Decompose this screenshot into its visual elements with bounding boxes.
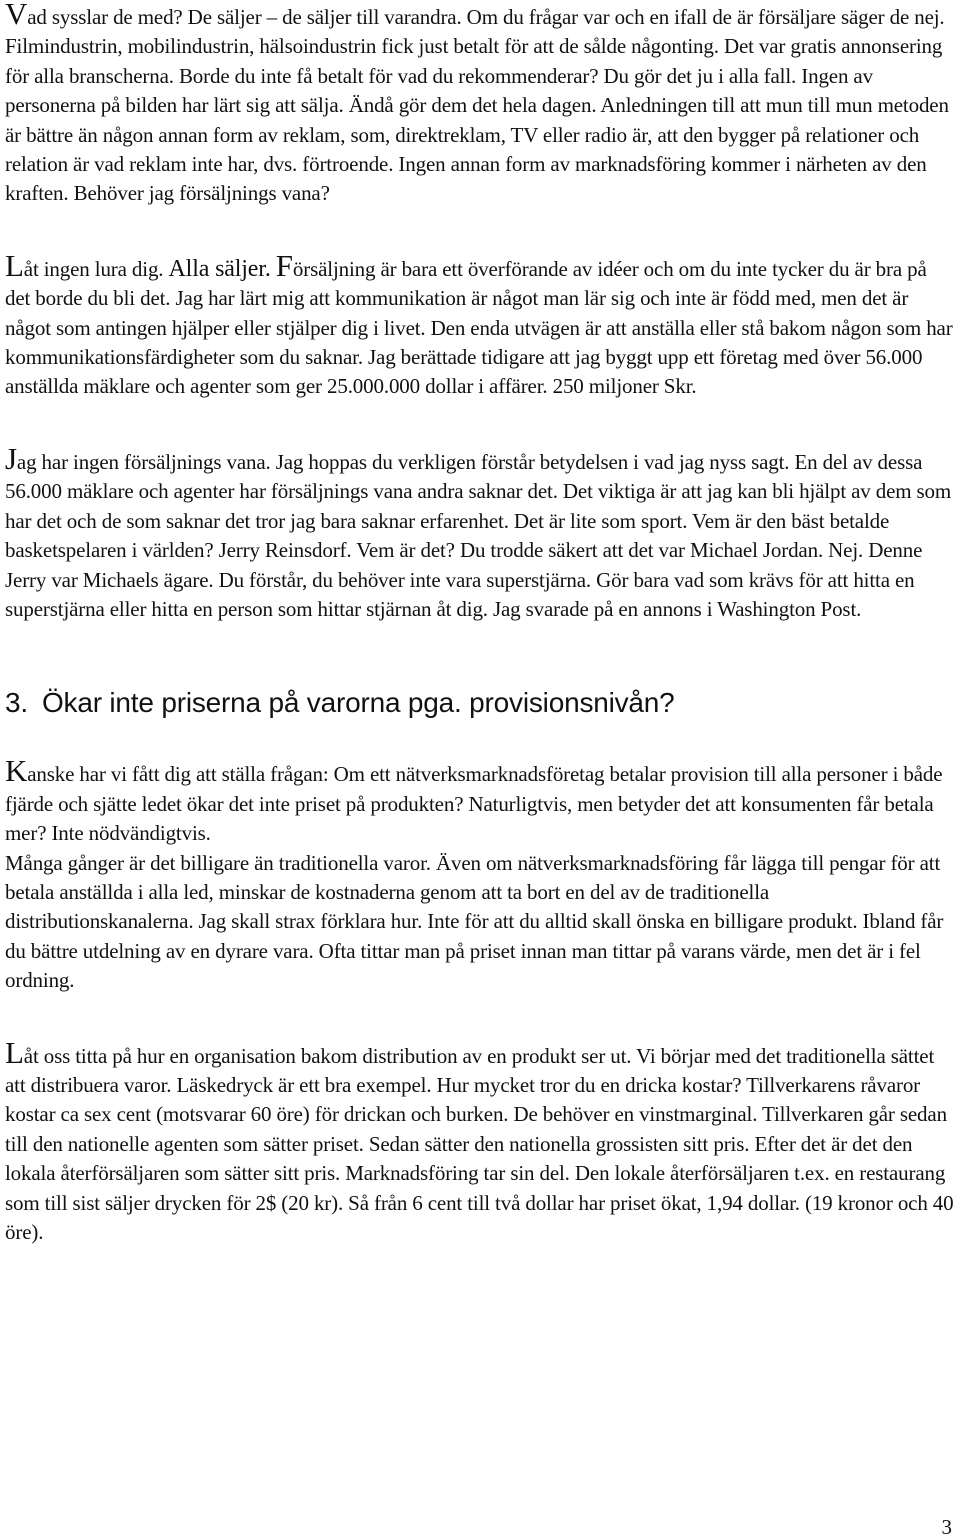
initial-letter: V [5, 0, 28, 31]
paragraph-text: ad sysslar de med? De säljer – de säljer till varandra. Om du frågar var och en ifall de är försäljare säger de nej. Filmindustrin, mobilindustrin, hälsoindustrin fick just betalt för att de sålde någonting. Det var gratis annonsering för alla branscherna. Borde du inte få betalt för vad du rekommenderar? Du gör det ju i alla fall. Ingen av personerna på bilden har lärt sig att sälja. Ändå gör dem det hela dagen. Anledningen till att mun till mun metoden är bättre än någon annan form av reklam, som, direktreklam, TV eller radio är, att den bygger på relationer och relation är vad reklam inte har, dvs. förtroende. Ingen annan form av marknadsföring kommer i närheten av den kraften. Behöver jag försäljnings vana? [5, 5, 949, 206]
paragraph-4b [5, 849, 955, 996]
paragraph-intro: åt ingen lura dig. [23, 256, 164, 281]
initial-letter: K [5, 753, 28, 789]
paragraph-emphasis: Alla säljer. [168, 255, 271, 282]
paragraph-2 [5, 247, 955, 402]
paragraph-text: ag har ingen försäljnings vana. Jag hoppas du verkligen förstår betydelsen i vad jag nyss sagt. En del av dessa 56.000 mäklare och agenter har försäljnings vana andra saknar det. Det viktiga är att jag kan bli hjälpt av dem som har det och de som saknar det tror jag bara saknar erfarenhet. Det är lite som sport. Vem är den bäst betalde basketspelaren i världen? Jerry Reinsdorf. Vem är det? Du trodde säkert att det var Michael Jordan. Nej. Denne Jerry var Michaels ägare. Du förstår, du behöver inte vara superstjärna. Gör bara vad som krävs för att hitta en superstjärna eller hitta en person som hittar stjärnan åt dig. Jag svarade på en annons i Washington Post. [5, 449, 952, 621]
paragraph-text: åt oss titta på hur en organisation bakom distribution av en produkt ser ut. Vi börjar med det traditionella sättet att distribuera varor. Läskedryck är ett bra exempel. Hur mycket tror du en dricka kostar? Tillverkarens råvaror kostar ca sex cent (motsvarar 60 öre) för drickan och burken. De behöver en vinstmarginal. Tillverkaren går sedan till den nationelle agenten som sätter priset. Sedan sätter den nationella grossisten sitt pris. Efter det är det den lokala återförsäljaren som sätter sitt pris. Marknadsföring tar sin del. Den lokale återförsäljaren t.ex. en restaurang som till sist säljer drycken för 2$ (20 kr). Så från 6 cent till två dollar har priset ökat, 1,94 dollar. (19 kronor och 40 öre). [5, 1043, 954, 1244]
initial-letter: F [275, 247, 293, 283]
initial-letter: L [5, 247, 24, 283]
initial-letter: L [5, 1034, 24, 1070]
paragraph-3 [5, 440, 955, 624]
paragraph-text: anske har vi fått dig att ställa frågan: Om ett nätverksmarknadsföretag betalar provision till alla personer i både fjärde och sjätte ledet ökar det inte priset på produkten? Naturligtvis, men betyder det att konsumenten får betala mer? Inte nödvändigtvis. [5, 762, 943, 846]
section-title: Ökar inte priserna på varorna pga. provisionsnivån? [41, 687, 675, 719]
paragraph-4 [5, 753, 955, 848]
page-number: 3 [941, 1515, 952, 1539]
paragraph-text: Många gånger är det billigare än traditionella varor. Även om nätverksmarknadsföring får lägga till pengar för att betala anställda i alla led, minskar de kostnaderna genom att ta bort en del av de traditionella distributionskanalerna. Jag skall strax förklara hur. Inte för att du alltid skall önska en billigare produkt. Ibland får du bättre utdelning av en dyrare vara. Ofta tittar man på priset innan man tittar på varans värde, men det är i fel ordning. [5, 850, 944, 993]
section-number: 3. [5, 687, 28, 719]
paragraph-1 [5, 0, 955, 209]
paragraph-5 [5, 1034, 955, 1248]
paragraph-text: örsäljning är bara ett överförande av idéer och om du inte tycker du är bra på det borde du bli det. Jag har lärt mig att kommunikation är något man lär sig och inte är född med, men det är något som antingen hjälper eller stjälper dig i livet. Den enda utvägen är att anställa eller stå bakom någon som har kommunikationsfärdigheter som du saknar. Jag berättade tidigare att jag byggt upp ett företag med över 56.000 anställda mäklare och agenter som ger 25.000.000 dollar i affärer. 250 miljoner Skr. [5, 256, 953, 399]
initial-letter: J [5, 440, 17, 476]
section-heading [5, 686, 955, 720]
document-page [5, 0, 955, 1247]
